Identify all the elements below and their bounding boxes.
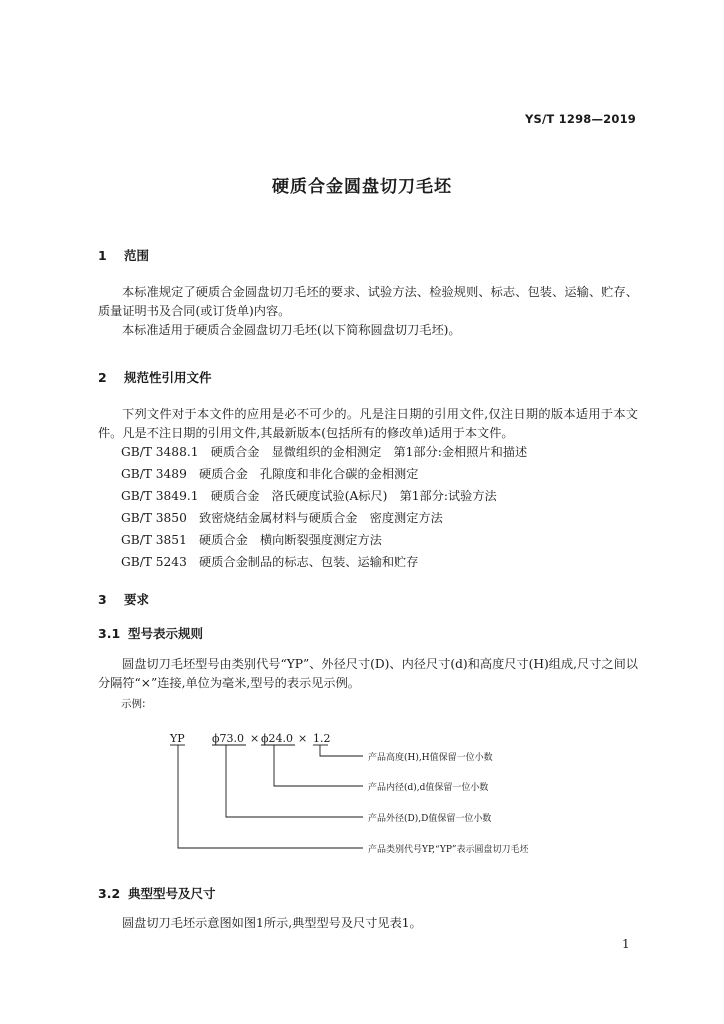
subsection-title: 典型型号及尺寸 [128,886,216,901]
subsection-number: 3.2 [98,886,121,901]
standard-code: YS/T 1298—2019 [525,112,636,126]
reference-item: GB/T 5243 硬质合金制品的标志、包装、运输和贮存 [121,555,419,569]
note-height: 产品高度(H),H值保留一位小数 [368,753,493,763]
section-title: 要求 [124,592,150,607]
reference-item: GB/T 3489 硬质合金 孔隙度和非化合碳的金相测定 [121,467,419,481]
reference-item: GB/T 3849.1 硬质合金 洛氏硬度试验(A标尺) 第1部分:试验方法 [121,489,497,503]
subsection-3-2-paragraph: 圆盘切刀毛坯示意图如图1所示,典型型号及尺寸见表1。 [122,916,422,930]
example-label: 示例: [121,698,146,710]
section-2-intro: 下列文件对于本文件的应用是必不可少的。凡是注日期的引用文件,仅注日期的版本适用于本文件。凡是不注日期的引用文件,其最新版本(包括所有的修改单)适用于本文件。 [98,407,638,440]
section-1-paragraph-2: 本标准适用于硬质合金圆盘切刀毛坯(以下简称圆盘切刀毛坯)。 [122,323,461,337]
page-title: 硬质合金圆盘切刀毛坯 [272,177,452,197]
page-number: 1 [622,937,630,951]
example-separator: × [298,732,308,745]
subsection-number: 3.1 [98,626,121,641]
section-1-heading [98,246,149,264]
reference-item: GB/T 3850 致密烧结金属材料与硬质合金 密度测定方法 [121,511,443,525]
subsection-3-1-paragraph: 圆盘切刀毛坯型号由类别代号“YP”、外径尺寸(D)、内径尺寸(d)和高度尺寸(H)组成,尺寸之间以分隔符“×”连接,单位为毫米,型号的表示见示例。 [98,657,638,690]
example-outer-diameter: ϕ73.0 [212,732,244,745]
example-height: 1.2 [313,732,331,745]
section-number: 2 [98,370,107,385]
leader-height [320,745,363,756]
example-separator: × [250,732,260,745]
section-number: 1 [98,248,107,263]
subsection-3-1-heading [98,624,203,642]
section-title: 范围 [124,248,150,263]
note-code: 产品类别代号YP,“YP”表示圆盘切刀毛坯 [368,845,529,855]
section-2-heading [98,368,212,386]
leader-code [178,745,363,848]
note-inner: 产品内径(d),d值保留一位小数 [368,783,489,793]
model-designation-diagram [160,725,620,865]
example-code: YP [170,732,185,745]
note-outer: 产品外径(D),D值保留一位小数 [368,814,492,824]
subsection-3-2-heading [98,884,216,902]
section-number: 3 [98,592,107,607]
example-inner-diameter: ϕ24.0 [261,732,293,745]
subsection-title: 型号表示规则 [128,626,204,641]
section-1-paragraph-1: 本标准规定了硬质合金圆盘切刀毛坯的要求、试验方法、检验规则、标志、包装、运输、贮存、质量证明书及合同(或订货单)内容。 [98,285,638,318]
leader-inner [274,745,363,786]
section-3-heading [98,590,149,608]
reference-item: GB/T 3488.1 硬质合金 显微组织的金相测定 第1部分:金相照片和描述 [121,445,528,459]
section-title: 规范性引用文件 [124,370,212,385]
reference-item: GB/T 3851 硬质合金 横向断裂强度测定方法 [121,533,382,547]
